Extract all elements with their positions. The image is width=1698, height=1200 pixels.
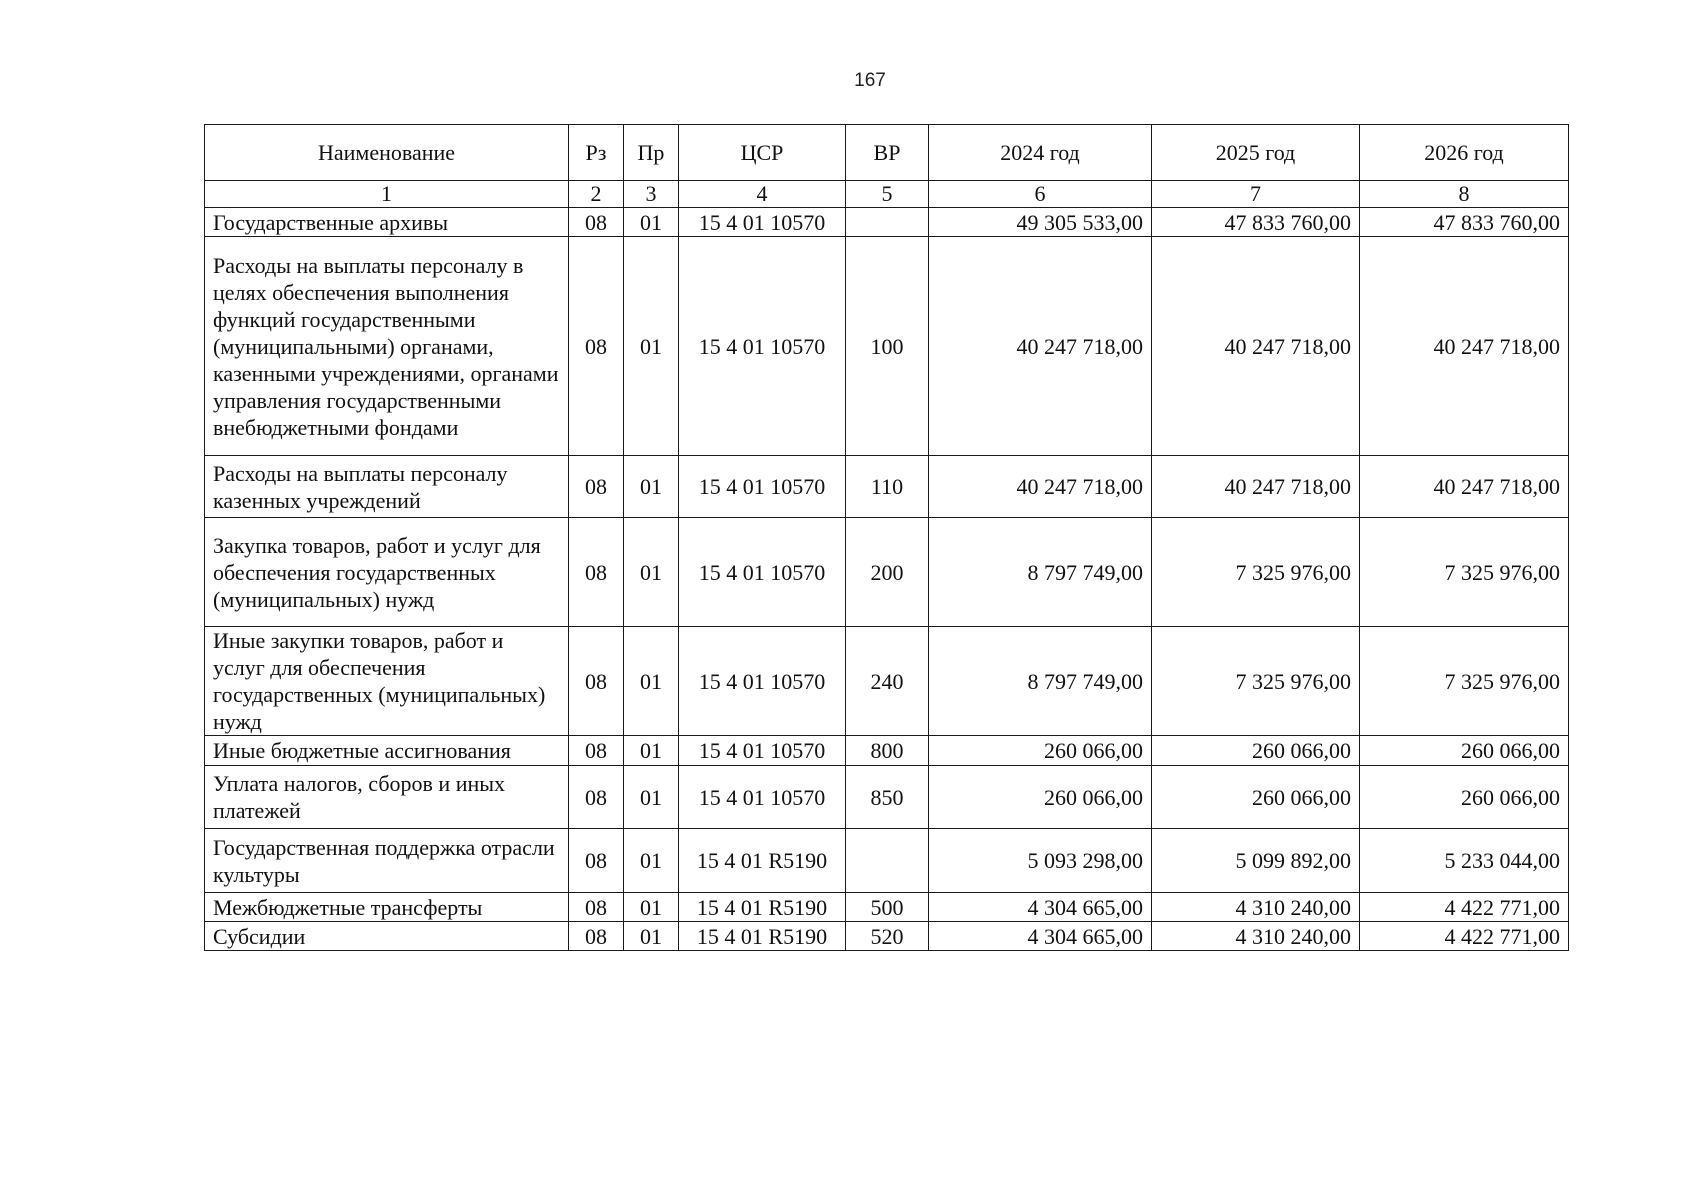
row-2025: 40 247 718,00 <box>1152 237 1360 456</box>
row-2024: 40 247 718,00 <box>929 237 1152 456</box>
header-2025: 2025 год <box>1152 125 1360 181</box>
row-2024: 5 093 298,00 <box>929 829 1152 893</box>
row-csr: 15 4 01 10570 <box>679 208 846 237</box>
row-vr: 520 <box>846 922 929 951</box>
column-number-row <box>205 181 1569 208</box>
row-name: Государственная поддержка отрасли культуры <box>205 829 569 893</box>
row-pr: 01 <box>624 518 679 627</box>
row-csr: 15 4 01 10570 <box>679 766 846 829</box>
column-number: 3 <box>624 181 679 208</box>
row-rz: 08 <box>569 237 624 456</box>
row-csr: 15 4 01 R5190 <box>679 829 846 893</box>
table-row <box>205 456 1569 518</box>
row-pr: 01 <box>624 736 679 766</box>
table-row <box>205 893 1569 922</box>
row-2025: 260 066,00 <box>1152 736 1360 766</box>
row-2024: 260 066,00 <box>929 766 1152 829</box>
row-csr: 15 4 01 R5190 <box>679 893 846 922</box>
column-number: 8 <box>1360 181 1569 208</box>
row-name: Субсидии <box>205 922 569 951</box>
row-name: Иные бюджетные ассигнования <box>205 736 569 766</box>
page-number: 167 <box>854 70 886 91</box>
header-2026: 2026 год <box>1360 125 1569 181</box>
column-number: 4 <box>679 181 846 208</box>
row-name: Уплата налогов, сборов и иных платежей <box>205 766 569 829</box>
row-name: Закупка товаров, работ и услуг для обеспечения государственных (муниципальных) нужд <box>205 518 569 627</box>
row-vr: 200 <box>846 518 929 627</box>
row-2025: 4 310 240,00 <box>1152 922 1360 951</box>
row-pr: 01 <box>624 237 679 456</box>
row-2026: 7 325 976,00 <box>1360 518 1569 627</box>
row-vr: 800 <box>846 736 929 766</box>
table-row <box>205 922 1569 951</box>
row-csr: 15 4 01 10570 <box>679 627 846 736</box>
row-rz: 08 <box>569 922 624 951</box>
row-csr: 15 4 01 10570 <box>679 456 846 518</box>
row-2024: 8 797 749,00 <box>929 518 1152 627</box>
header-row <box>205 125 1569 181</box>
row-rz: 08 <box>569 208 624 237</box>
row-pr: 01 <box>624 922 679 951</box>
table-row <box>205 208 1569 237</box>
row-csr: 15 4 01 10570 <box>679 736 846 766</box>
column-number: 2 <box>569 181 624 208</box>
row-2026: 4 422 771,00 <box>1360 922 1569 951</box>
header-csr: ЦСР <box>679 125 846 181</box>
row-name: Иные закупки товаров, работ и услуг для обеспечения государственных (муниципальных) нужд <box>205 627 569 736</box>
row-2025: 7 325 976,00 <box>1152 627 1360 736</box>
row-2026: 40 247 718,00 <box>1360 237 1569 456</box>
row-2026: 47 833 760,00 <box>1360 208 1569 237</box>
column-number: 1 <box>205 181 569 208</box>
row-csr: 15 4 01 10570 <box>679 237 846 456</box>
table-row <box>205 627 1569 736</box>
table-row <box>205 829 1569 893</box>
table-row <box>205 518 1569 627</box>
header-rz: Рз <box>569 125 624 181</box>
row-2024: 49 305 533,00 <box>929 208 1152 237</box>
row-2025: 47 833 760,00 <box>1152 208 1360 237</box>
row-rz: 08 <box>569 766 624 829</box>
row-name: Расходы на выплаты персоналу в целях обеспечения выполнения функций государственными (муниципальными) органами, казенными учреждениями, органами управления государственными внебюджетными фондами <box>205 237 569 456</box>
row-2026: 7 325 976,00 <box>1360 627 1569 736</box>
row-name: Государственные архивы <box>205 208 569 237</box>
row-vr <box>846 829 929 893</box>
row-rz: 08 <box>569 829 624 893</box>
row-name: Межбюджетные трансферты <box>205 893 569 922</box>
row-name: Расходы на выплаты персоналу казенных учреждений <box>205 456 569 518</box>
header-pr: Пр <box>624 125 679 181</box>
row-pr: 01 <box>624 208 679 237</box>
row-vr: 110 <box>846 456 929 518</box>
row-rz: 08 <box>569 627 624 736</box>
header-2024: 2024 год <box>929 125 1152 181</box>
row-pr: 01 <box>624 627 679 736</box>
row-rz: 08 <box>569 518 624 627</box>
header-vr: ВР <box>846 125 929 181</box>
row-rz: 08 <box>569 456 624 518</box>
row-2025: 260 066,00 <box>1152 766 1360 829</box>
row-2026: 5 233 044,00 <box>1360 829 1569 893</box>
row-rz: 08 <box>569 893 624 922</box>
table-row <box>205 237 1569 456</box>
budget-table <box>204 124 1569 951</box>
row-2026: 40 247 718,00 <box>1360 456 1569 518</box>
row-vr: 850 <box>846 766 929 829</box>
row-2024: 40 247 718,00 <box>929 456 1152 518</box>
row-vr: 100 <box>846 237 929 456</box>
row-2025: 7 325 976,00 <box>1152 518 1360 627</box>
table-row <box>205 766 1569 829</box>
row-2025: 40 247 718,00 <box>1152 456 1360 518</box>
row-2025: 5 099 892,00 <box>1152 829 1360 893</box>
row-2026: 260 066,00 <box>1360 766 1569 829</box>
table-row <box>205 736 1569 766</box>
header-name: Наименование <box>205 125 569 181</box>
row-csr: 15 4 01 10570 <box>679 518 846 627</box>
row-2024: 4 304 665,00 <box>929 893 1152 922</box>
row-pr: 01 <box>624 766 679 829</box>
row-2024: 260 066,00 <box>929 736 1152 766</box>
row-pr: 01 <box>624 829 679 893</box>
row-vr: 240 <box>846 627 929 736</box>
row-2026: 260 066,00 <box>1360 736 1569 766</box>
column-number: 7 <box>1152 181 1360 208</box>
row-rz: 08 <box>569 736 624 766</box>
row-2024: 4 304 665,00 <box>929 922 1152 951</box>
row-pr: 01 <box>624 456 679 518</box>
column-number: 5 <box>846 181 929 208</box>
row-vr: 500 <box>846 893 929 922</box>
row-csr: 15 4 01 R5190 <box>679 922 846 951</box>
row-2024: 8 797 749,00 <box>929 627 1152 736</box>
row-2026: 4 422 771,00 <box>1360 893 1569 922</box>
row-2025: 4 310 240,00 <box>1152 893 1360 922</box>
row-vr <box>846 208 929 237</box>
column-number: 6 <box>929 181 1152 208</box>
row-pr: 01 <box>624 893 679 922</box>
